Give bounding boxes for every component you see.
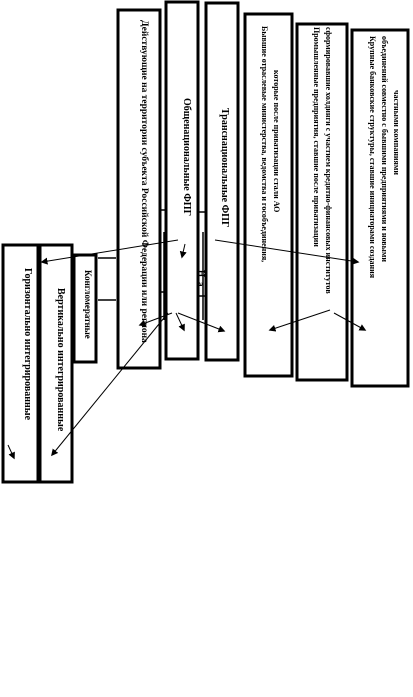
label-ministries-line2: которые после приватизации стали АО xyxy=(272,70,281,213)
label-transnational: Транснациональные ФПГ xyxy=(219,108,230,228)
label-banks-line2: объединений совместно с бывшими предприятиями и новыми xyxy=(380,36,389,262)
center-fragment-b: а xyxy=(196,282,206,287)
arrow xyxy=(176,313,184,330)
center-fragment-a: Н xyxy=(196,270,206,278)
label-conglomerate: Конгломератные xyxy=(83,270,93,339)
arrow xyxy=(178,313,224,331)
box-industrial xyxy=(297,24,347,380)
label-vertical: Вертикально интегрированные xyxy=(55,288,66,432)
label-ministries-line1: Бывшие отраслевые министерства, ведомства и гособъединения, xyxy=(260,26,269,263)
arrow xyxy=(182,244,185,257)
label-horizontal: Горизонтально интегрированные xyxy=(22,268,33,421)
arrow xyxy=(8,445,14,458)
label-banks-line3: частными компаниями xyxy=(392,90,401,175)
arrow xyxy=(52,313,168,455)
box-banks xyxy=(352,30,408,386)
arrow xyxy=(270,310,330,330)
box-regional xyxy=(118,10,160,368)
label-industrial-line2: сформировавшие холдинги с участием кредитно-финансовых институтов xyxy=(324,27,333,294)
label-regional: Действующие на территории субъекта Российской Федерации или региона xyxy=(139,20,149,343)
label-nationwide: Общенациональные ФПГ xyxy=(181,98,192,216)
label-industrial-line1: Промышленные предприятия, ставшие после приватизации xyxy=(312,27,321,247)
arrow xyxy=(215,240,358,262)
arrow xyxy=(334,313,365,330)
label-banks-line1: Крупные банковские структуры, ставшие инициаторами создания xyxy=(368,36,377,279)
